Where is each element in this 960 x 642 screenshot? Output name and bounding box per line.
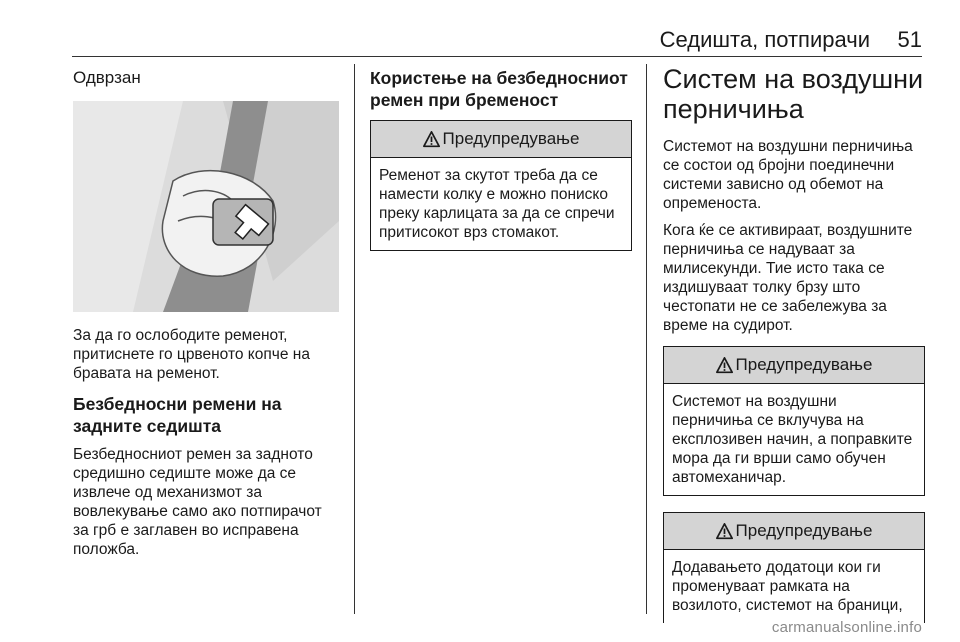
unbuckle-caption: За да го ослободите ременот, притиснете го црвеното копче на бравата на ременот. — [73, 327, 310, 382]
heading-airbag-system: Систем на воздушни перничиња — [663, 64, 924, 124]
warning-header — [371, 121, 631, 158]
column-separator-left — [354, 64, 355, 614]
airbag-activation-text: Кога ќе се активираат, воздушните перничиња се надуваат за милисекунди. Тие исто така се издишуваат толку брзу што честопати не се забележува за време на судирот. — [663, 222, 913, 334]
warning-header — [664, 513, 924, 550]
column-left — [73, 64, 341, 559]
warning-box-airbag-repair — [663, 346, 925, 496]
warning-triangle-icon — [716, 523, 733, 540]
warning-triangle-icon — [423, 131, 440, 148]
warning-text: Ременот за скутот треба да се намести колку е можно пониско преку карлицата за да се спречи притисокот врз стомакот. — [379, 167, 615, 241]
heading-pregnancy: Користење на безбедносниот ремен при бременост — [370, 68, 628, 110]
page-header-title: Седишта, потпирачи — [659, 27, 870, 52]
heading-rear-seat-belts: Безбедносни ремени на задните седишта — [73, 394, 282, 436]
warning-header — [664, 347, 924, 384]
warning-title: Предупредување — [735, 355, 873, 374]
warning-text: Додавањето додатоци кои ги променуваат рамката на возилото, системот на браници, — [672, 559, 903, 614]
warning-title: Предупредување — [442, 129, 580, 148]
header-rule — [72, 56, 922, 57]
column-right — [663, 64, 925, 623]
warning-title: Предупредување — [735, 521, 873, 540]
warning-text: Системот на воздушни перничиња се вклучува на експлозивен начин, а поправките мора да ги врши само обучен автомеханичар. — [672, 393, 913, 486]
warning-box-accessories — [663, 512, 925, 623]
warning-triangle-icon — [716, 357, 733, 374]
column-separator-right — [646, 64, 647, 614]
airbag-intro-text: Системот на воздушни перничиња се состои од бројни поединечни системи зависно од обемот на опременоста. — [663, 138, 913, 212]
watermark[interactable]: carmanualsonline.info — [771, 619, 922, 636]
column-middle — [370, 64, 632, 251]
heading-unbuckled: Одврзан — [73, 68, 141, 87]
rear-seat-belts-text: Безбедносниот ремен за задното средишно седиште може да се извлече од механизмот за вовлекување само ако потпирачот за грб е заглавен во исправена положба. — [73, 446, 322, 558]
warning-box-pregnancy — [370, 120, 632, 251]
seatbelt-buckle-illustration — [73, 101, 339, 312]
page-number: 51 — [897, 27, 922, 52]
